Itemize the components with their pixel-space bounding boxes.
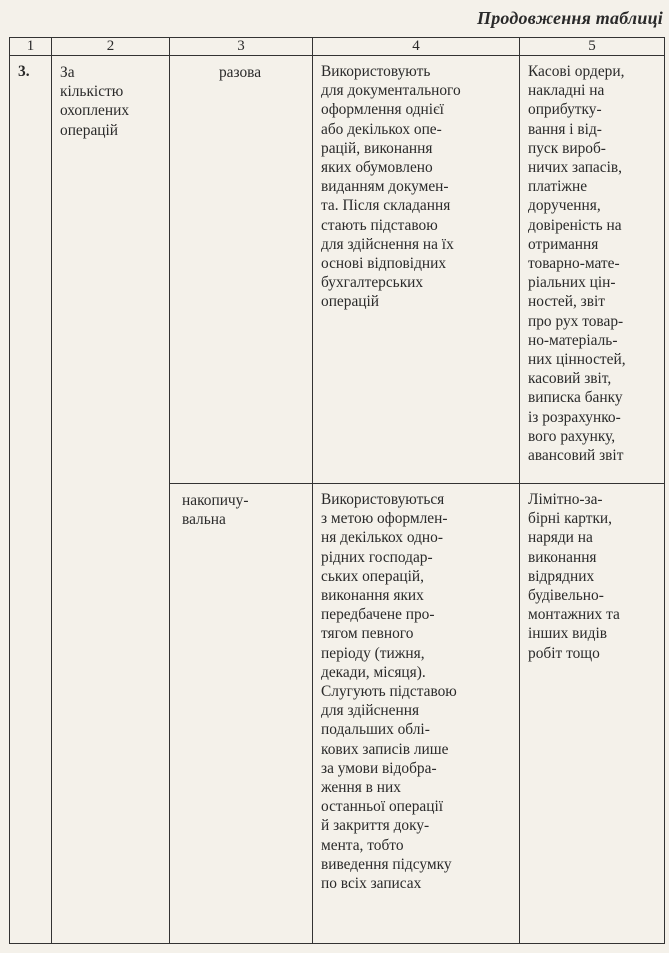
example-line: авансовий звіт (528, 447, 624, 465)
example-line: вання і від- (528, 120, 602, 138)
continuation-heading: Продовження таблиці (477, 8, 663, 28)
example-line: виписка банку (528, 389, 623, 407)
example-line: робіт тощо (528, 644, 600, 662)
description-line: або декількох опе- (321, 120, 442, 138)
description-line: операцій (321, 293, 380, 311)
criterion-line: операцій (60, 121, 119, 139)
description-line: передбачене про- (321, 606, 435, 624)
example-line: касовий звіт, (528, 370, 612, 388)
description-line: основі відповідних (321, 255, 447, 273)
example-line: но-матеріаль- (528, 331, 618, 349)
example-line: платіжне (528, 178, 588, 196)
example-line: будівельно- (528, 587, 604, 605)
description-line: кових записів лише (321, 740, 449, 758)
row-number (10, 56, 52, 944)
example-line: доручення, (528, 197, 601, 215)
description-line: рідних господар- (321, 548, 433, 566)
description-line: виведення підсумку (321, 855, 452, 873)
description-line: останньої операції (321, 798, 444, 816)
description-line: Використовуються (321, 491, 445, 508)
criterion-cell (52, 56, 170, 944)
document-kind-line: накопичу- (182, 492, 249, 509)
column-number-2: 2 (52, 38, 170, 56)
example-line: виконання (528, 548, 597, 566)
example-line: монтажних та (528, 606, 620, 624)
description-line: Використовують (321, 63, 431, 80)
criterion-line: За (60, 64, 75, 81)
description-line: тягом певного (321, 625, 414, 643)
example-line: довіреність на (528, 216, 622, 234)
document-kind-line: вальна (182, 511, 226, 529)
description-line: періоду (тижня, (321, 644, 425, 662)
description-line: по всіх записах (321, 875, 422, 893)
description-line: для здійснення на їх (321, 235, 454, 253)
column-number-3: 3 (170, 38, 313, 56)
column-number-1: 1 (10, 38, 52, 56)
column-number-4: 4 (313, 38, 520, 56)
document-kind-cell (170, 56, 313, 484)
example-line: про рух товар- (528, 312, 624, 330)
example-line: ріальних цін- (528, 274, 616, 292)
description-line: ження в них (321, 779, 401, 797)
classification-table (9, 37, 665, 944)
example-line: відрядних (528, 567, 595, 585)
column-number-5: 5 (520, 38, 665, 56)
description-line: виконання яких (321, 587, 424, 605)
description-line: Слугують підставою (321, 683, 457, 701)
description-line: для здійснення (321, 702, 420, 720)
description-cell (313, 484, 520, 944)
description-line: бухгалтерських (321, 274, 424, 292)
example-line: із розрахунко- (528, 408, 621, 426)
document-kind-line: разова (218, 64, 262, 81)
row-number-text: 3. (18, 63, 30, 80)
description-line: ських операцій, (321, 567, 424, 585)
document-kind-cell (170, 484, 313, 944)
example-line: інших видів (528, 625, 608, 643)
description-line: з метою оформлен- (321, 510, 448, 528)
description-line: оформлення однієї (321, 101, 444, 119)
example-line: вого рахунку, (528, 427, 616, 445)
description-line: й закриття доку- (321, 817, 430, 835)
description-line: декади, місяця). (321, 663, 426, 681)
description-line: яких обумовлено (321, 159, 433, 177)
description-line: стають підставою (321, 216, 438, 234)
examples-cell (520, 484, 665, 944)
example-line: ностей, звіт (528, 293, 605, 311)
example-line: Лімітно-за- (528, 491, 603, 508)
example-line: бірні картки, (528, 510, 613, 528)
description-line: подальших облі- (321, 721, 430, 739)
example-line: пуск вироб- (528, 139, 606, 157)
example-line: наряди на (528, 529, 593, 547)
example-line: Касові ордери, (528, 63, 625, 80)
example-line: накладні на (528, 82, 605, 100)
table-row (10, 56, 665, 484)
description-line: для документального (321, 82, 461, 100)
example-line: них цінностей, (528, 351, 626, 369)
description-line: та. Після складання (321, 197, 451, 215)
example-line: оприбутку- (528, 101, 602, 119)
description-line: рацій, виконання (321, 139, 433, 157)
column-number-row (10, 38, 665, 56)
description-line: за умови відобра- (321, 759, 437, 777)
description-line: ня декількох одно- (321, 529, 443, 547)
criterion-line: кількістю (60, 83, 124, 101)
example-line: ничих запасів, (528, 159, 622, 177)
example-line: отримання (528, 235, 599, 253)
examples-cell (520, 56, 665, 484)
criterion-line: охоплених (60, 102, 130, 120)
description-line: мента, тобто (321, 836, 404, 854)
description-line: виданням докумен- (321, 178, 449, 196)
description-cell (313, 56, 520, 484)
example-line: товарно-мате- (528, 255, 620, 273)
